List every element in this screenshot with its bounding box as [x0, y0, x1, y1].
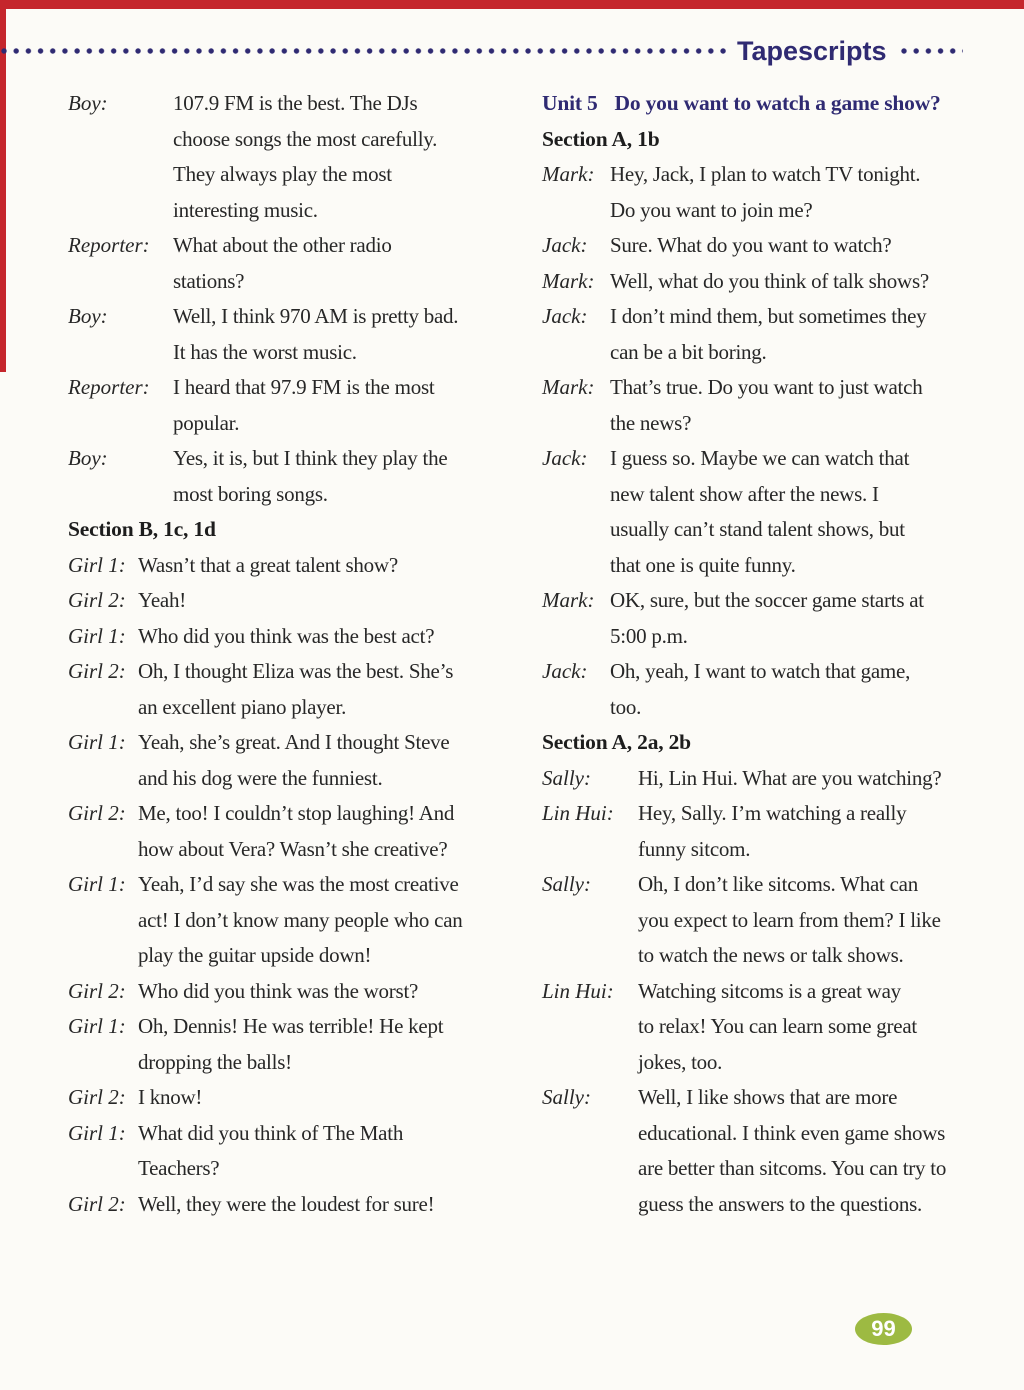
- speech-line: 107.9 FM is the best. The DJs: [173, 91, 418, 115]
- speech-text: [638, 974, 1024, 1081]
- unit-label: Unit 5: [542, 91, 598, 115]
- speech-line: to watch the news or talk shows.: [638, 943, 904, 967]
- speech-line: play the guitar upside down!: [138, 943, 372, 967]
- dialogue-row: [68, 1116, 542, 1187]
- dialogue-row: [542, 974, 1024, 1081]
- heading-text: Section A, 1b: [542, 126, 660, 151]
- section-heading: [542, 122, 1024, 158]
- speaker-label: Lin Hui:: [542, 978, 614, 1003]
- speech-line: most boring songs.: [173, 481, 328, 506]
- speech-line: interesting music.: [173, 197, 318, 222]
- speech-text: [138, 867, 542, 974]
- dialogue-row: [542, 228, 1024, 264]
- speech-line: That’s true. Do you want to just watch: [610, 375, 923, 399]
- speech-line: Well, they were the loudest for sure!: [138, 1191, 435, 1216]
- page-header: [0, 36, 963, 66]
- speech-text: [138, 548, 542, 584]
- speaker-label: Girl 1:: [68, 872, 126, 896]
- speaker-label: Girl 1:: [68, 1014, 126, 1038]
- dotted-rule-right: [900, 47, 963, 55]
- speaker-label: Reporter:: [68, 375, 150, 399]
- section-heading: [68, 512, 542, 548]
- speech-line: Oh, I thought Eliza was the best. She’s: [138, 659, 454, 683]
- speech-line: They always play the most: [173, 162, 392, 186]
- speech-text: [638, 761, 1024, 797]
- speech-line: that one is quite funny.: [610, 552, 796, 577]
- speaker-label: Mark:: [542, 588, 595, 612]
- speech-line: Who did you think was the worst?: [138, 978, 419, 1003]
- dialogue-row: [68, 796, 542, 867]
- speech-line: popular.: [173, 410, 240, 435]
- speech-line: Who did you think was the best act?: [138, 623, 435, 648]
- speech-text: [638, 867, 1024, 974]
- speaker-label: Mark:: [542, 268, 595, 293]
- dialogue-row: [542, 583, 1024, 654]
- speaker-label: Sally:: [542, 872, 591, 896]
- speech-line: how about Vera? Wasn’t she creative?: [138, 836, 448, 861]
- section-heading: [542, 725, 1024, 761]
- speaker-label: Boy:: [68, 446, 108, 470]
- speech-line: Oh, Dennis! He was terrible! He kept: [138, 1014, 444, 1038]
- speech-line: OK, sure, but the soccer game starts at: [610, 588, 924, 612]
- speech-line: guess the answers to the questions.: [638, 1191, 923, 1216]
- tapescript-columns: [68, 86, 1024, 1222]
- speaker-label: Mark:: [542, 375, 595, 399]
- speech-line: Well, what do you think of talk shows?: [610, 268, 929, 293]
- speech-text: [610, 299, 1024, 370]
- speech-text: [610, 441, 1024, 583]
- speech-text: [173, 441, 542, 512]
- dialogue-row: [68, 974, 542, 1010]
- dialogue-row: [542, 441, 1024, 583]
- speech-line: Teachers?: [138, 1156, 220, 1180]
- speech-line: Yeah!: [138, 588, 186, 612]
- speaker-label: Mark:: [542, 162, 595, 186]
- speaker-label: Girl 2:: [68, 978, 126, 1003]
- speech-text: [173, 228, 542, 299]
- speech-text: [138, 1009, 542, 1080]
- dialogue-row: [68, 228, 542, 299]
- speech-text: [610, 228, 1024, 264]
- speaker-label: Girl 1:: [68, 552, 126, 577]
- speaker-label: Reporter:: [68, 233, 150, 257]
- speech-line: funny sitcom.: [638, 836, 751, 861]
- dialogue-row: [68, 441, 542, 512]
- scan-edge-top: [0, 0, 1024, 9]
- speaker-label: Lin Hui:: [542, 801, 614, 825]
- speech-line: I don’t mind them, but sometimes they: [610, 304, 927, 328]
- speaker-label: Jack:: [542, 446, 588, 470]
- speech-text: [610, 264, 1024, 300]
- dialogue-row: [68, 1009, 542, 1080]
- speech-line: new talent show after the news. I: [610, 481, 879, 506]
- speaker-label: Boy:: [68, 91, 108, 115]
- speech-line: Sure. What do you want to watch?: [610, 233, 892, 257]
- speaker-label: Girl 2:: [68, 801, 126, 825]
- speech-line: It has the worst music.: [173, 339, 357, 364]
- speech-line: Do you want to join me?: [610, 197, 813, 222]
- dialogue-row: [68, 370, 542, 441]
- speaker-label: Girl 2:: [68, 588, 126, 612]
- page-number-badge: [855, 1313, 912, 1345]
- speech-text: [638, 1080, 1024, 1222]
- speech-text: [610, 583, 1024, 654]
- speech-text: [610, 654, 1024, 725]
- speech-line: usually can’t stand talent shows, but: [610, 517, 905, 541]
- speech-text: [173, 370, 542, 441]
- dialogue-row: [542, 796, 1024, 867]
- dialogue-row: [542, 867, 1024, 974]
- speech-line: can be a bit boring.: [610, 339, 767, 364]
- speaker-label: Girl 2:: [68, 1191, 126, 1216]
- page-title: Tapescripts: [737, 36, 887, 66]
- speech-text: [138, 725, 542, 796]
- speech-line: What about the other radio: [173, 233, 392, 257]
- speech-text: [138, 583, 542, 619]
- page-number: 99: [871, 1316, 896, 1341]
- speech-text: [173, 86, 542, 228]
- speech-text: [138, 1080, 542, 1116]
- left-column: [68, 86, 542, 1222]
- speaker-label: Jack:: [542, 659, 588, 683]
- speech-line: Oh, yeah, I want to watch that game,: [610, 659, 911, 683]
- dialogue-row: [68, 1080, 542, 1116]
- speech-line: Well, I think 970 AM is pretty bad.: [173, 304, 459, 328]
- speech-text: [638, 796, 1024, 867]
- speech-line: you expect to learn from them? I like: [638, 907, 941, 932]
- speech-line: Hey, Sally. I’m watching a really: [638, 801, 907, 825]
- dialogue-row: [68, 583, 542, 619]
- speaker-label: Girl 2:: [68, 659, 126, 683]
- speech-line: Me, too! I couldn’t stop laughing! And: [138, 801, 455, 825]
- dialogue-row: [542, 761, 1024, 797]
- dialogue-row: [68, 619, 542, 655]
- dialogue-row: [542, 370, 1024, 441]
- speech-line: act! I don’t know many people who can: [138, 907, 463, 932]
- speech-line: are better than sitcoms. You can try to: [638, 1156, 947, 1180]
- speech-line: What did you think of The Math: [138, 1120, 404, 1145]
- dialogue-row: [68, 299, 542, 370]
- speech-line: Yes, it is, but I think they play the: [173, 446, 448, 470]
- speech-line: the news?: [610, 410, 692, 435]
- speaker-label: Girl 1:: [68, 623, 126, 648]
- dialogue-row: [68, 1187, 542, 1223]
- speech-line: jokes, too.: [638, 1049, 723, 1074]
- speech-line: too.: [610, 694, 642, 719]
- speech-line: educational. I think even game shows: [638, 1120, 946, 1145]
- speech-line: dropping the balls!: [138, 1049, 292, 1074]
- speech-line: I know!: [138, 1085, 203, 1109]
- dialogue-row: [68, 548, 542, 584]
- dialogue-row: [542, 157, 1024, 228]
- right-column: [542, 86, 1024, 1222]
- speech-line: Hey, Jack, I plan to watch TV tonight.: [610, 162, 921, 186]
- speech-line: Yeah, I’d say she was the most creative: [138, 872, 459, 896]
- dialogue-row: [542, 654, 1024, 725]
- dotted-rule-left: [0, 47, 726, 55]
- speech-line: and his dog were the funniest.: [138, 765, 383, 790]
- speech-text: [610, 157, 1024, 228]
- speaker-label: Girl 1:: [68, 1120, 126, 1145]
- speaker-label: Girl 1:: [68, 730, 126, 754]
- heading-text: Section A, 2a, 2b: [542, 730, 691, 754]
- speech-text: [138, 974, 542, 1010]
- speaker-label: Girl 2:: [68, 1085, 126, 1109]
- dialogue-row: [542, 264, 1024, 300]
- speech-line: Yeah, she’s great. And I thought Steve: [138, 730, 450, 754]
- speaker-label: Sally:: [542, 765, 591, 790]
- speech-text: [138, 1116, 542, 1187]
- speech-text: [138, 796, 542, 867]
- speech-line: choose songs the most carefully.: [173, 126, 438, 151]
- speech-line: stations?: [173, 268, 245, 293]
- speech-text: [138, 1187, 542, 1223]
- speech-line: Oh, I don’t like sitcoms. What can: [638, 872, 919, 896]
- speaker-label: Jack:: [542, 304, 588, 328]
- speech-line: Well, I like shows that are more: [638, 1085, 898, 1109]
- speaker-label: Boy:: [68, 304, 108, 328]
- section-heading: [542, 86, 1024, 122]
- speech-line: I heard that 97.9 FM is the most: [173, 375, 435, 399]
- speech-line: Hi, Lin Hui. What are you watching?: [638, 765, 942, 790]
- dialogue-row: [68, 867, 542, 974]
- dialogue-row: [68, 654, 542, 725]
- speech-line: Watching sitcoms is a great way: [638, 978, 901, 1003]
- speech-line: 5:00 p.m.: [610, 623, 688, 648]
- speech-line: I guess so. Maybe we can watch that: [610, 446, 910, 470]
- dialogue-row: [68, 725, 542, 796]
- speech-text: [610, 370, 1024, 441]
- heading-text: Section B, 1c, 1d: [68, 517, 216, 541]
- speaker-label: Sally:: [542, 1085, 591, 1109]
- speech-line: to relax! You can learn some great: [638, 1014, 917, 1038]
- speech-text: [173, 299, 542, 370]
- speech-text: [138, 619, 542, 655]
- dialogue-row: [542, 1080, 1024, 1222]
- speech-text: [138, 654, 542, 725]
- speech-line: Wasn’t that a great talent show?: [138, 552, 398, 577]
- speaker-label: Jack:: [542, 233, 588, 257]
- dialogue-row: [542, 299, 1024, 370]
- heading-text: Do you want to watch a game show?: [614, 91, 941, 115]
- dialogue-row: [68, 86, 542, 228]
- speech-line: an excellent piano player.: [138, 694, 347, 719]
